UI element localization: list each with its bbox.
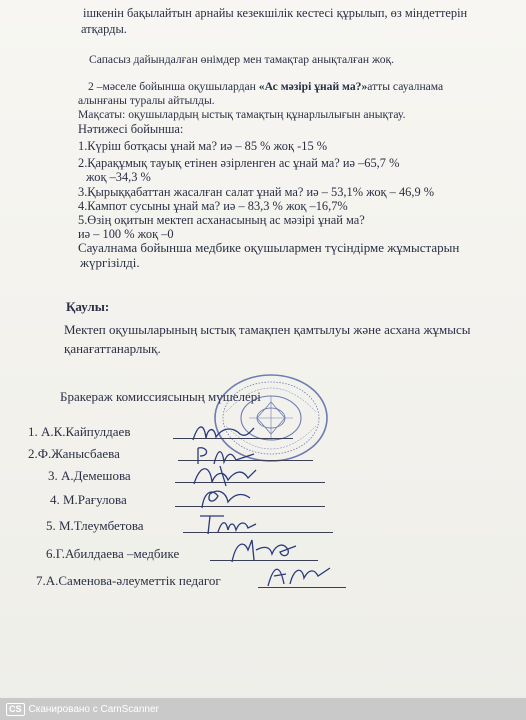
signature-5-icon <box>196 510 260 538</box>
signature-4-icon <box>196 484 256 512</box>
scanner-watermark-bar <box>0 698 526 720</box>
decision-text: Мектеп оқушыларының ыстық тамақпен қамтылуы және асхана жұмысы <box>64 322 471 337</box>
scanner-watermark-text: Сканировано с CamScanner <box>28 703 159 715</box>
survey-result-1: 1.Күріш ботқасы ұнай ма? иә – 85 % жоқ -15 % <box>78 139 328 153</box>
results-label: Нәтижесі бойынша: <box>78 122 184 136</box>
body-text-line: Сапасыз дайындалған өнімдер мен тамақтар анықталған жоқ. <box>89 53 395 66</box>
survey-result-2-cont: жоқ –34,3 % <box>86 170 151 184</box>
agenda-text: атты сауалнама <box>367 80 444 93</box>
body-text-line: алынғаны туралы айтылды. <box>78 94 215 107</box>
decision-text: қанағаттанарлық. <box>64 341 161 356</box>
commission-heading: Бракераж комиссиясының мүшелері <box>60 389 261 404</box>
camscanner-logo-icon: CS <box>6 703 25 716</box>
agenda-item-2-line <box>88 80 443 94</box>
commission-member-7: 7.А.Саменова-әлеуметтік педагог <box>36 573 221 588</box>
agenda-text: 2 –мәселе бойынша оқушылардан <box>88 80 259 93</box>
commission-member-6: 6.Г.Абилдаева –медбике <box>46 546 180 561</box>
purpose-line: Мақсаты: оқушылардың ыстық тамақтың құнарлылығын анықтау. <box>78 108 406 121</box>
survey-result-3: 3.Қырыққабаттан жасалған салат ұнай ма? иә – 53,1% жоқ – 46,9 % <box>78 185 435 199</box>
commission-member-1: 1. А.К.Кайпулдаев <box>28 424 131 439</box>
body-text-line: ішкенін бақылайтын арнайы кезекшілік кестесі құрылып, өз міндеттерін <box>83 6 468 20</box>
commission-member-5: 5. М.Тлеумбетова <box>46 518 144 533</box>
commission-member-3: 3. А.Демешова <box>48 468 131 483</box>
signature-7-icon <box>262 560 336 590</box>
body-text-line: Сауалнама бойынша медбике оқушылармен түсіндірме жұмыстарын <box>78 240 460 255</box>
commission-member-2: 2.Ф.Жанысбаева <box>28 446 120 461</box>
survey-title: «Ас мәзірі ұнай ма?» <box>258 80 368 93</box>
survey-result-5-cont: иә – 100 % жоқ –0 <box>78 227 174 241</box>
body-text-line: жүргізілді. <box>80 255 140 270</box>
survey-result-5: 5.Өзің оқитын мектеп асханасының ас мәзірі ұнай ма? <box>78 213 365 227</box>
survey-result-2: 2.Қарақұмық тауық етінен әзірленген ас ұнай ма? иә –65,7 % <box>78 156 400 170</box>
commission-member-4: 4. М.Рағулова <box>50 492 127 507</box>
survey-result-4: 4.Кампот сусыны ұнай ма? иә – 83,3 % жоқ –16,7% <box>78 199 348 213</box>
decision-heading: Қаулы: <box>66 299 110 314</box>
body-text-line: атқарды. <box>81 22 127 36</box>
